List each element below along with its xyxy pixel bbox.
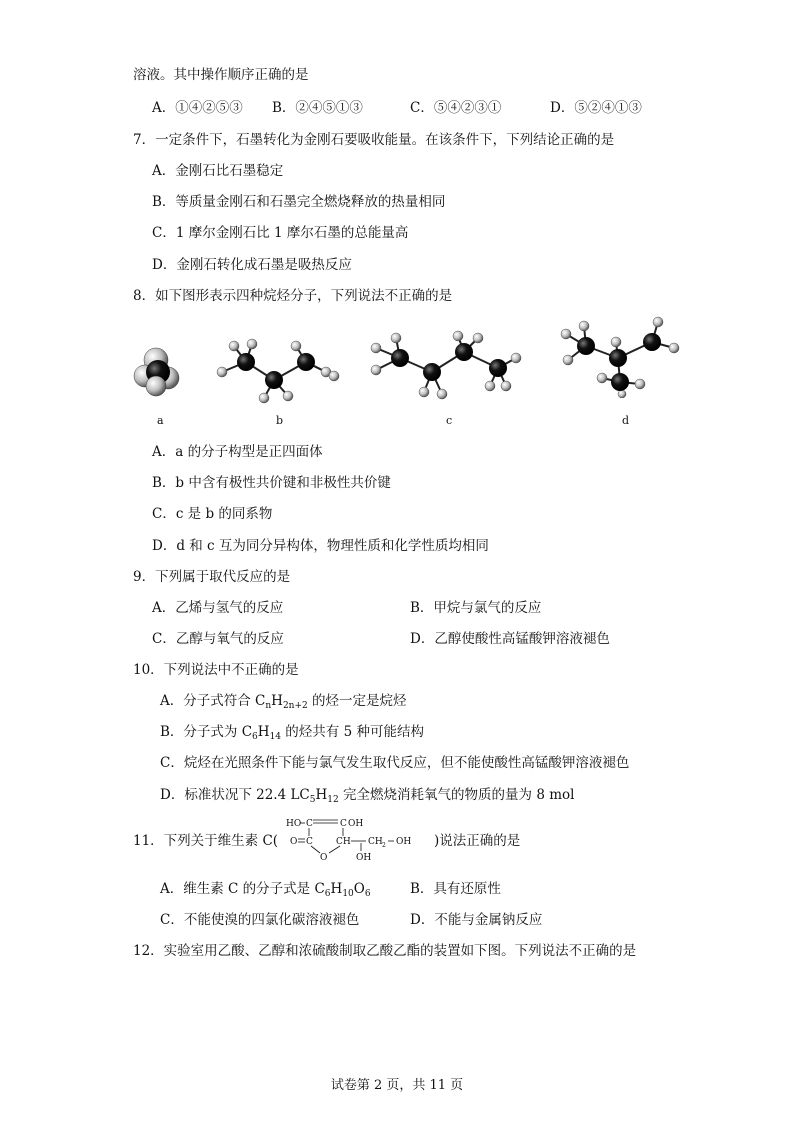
q6-option-c: C．⑤④②③① bbox=[410, 100, 502, 116]
q9-option-b: B．甲烷与氯气的反应 bbox=[410, 600, 542, 616]
q11-option-d: D．不能与金属钠反应 bbox=[410, 912, 543, 928]
q6-option-d: D．⑤②④①③ bbox=[550, 100, 642, 116]
q8-option-c: C．c 是 b 的同系物 bbox=[152, 506, 273, 522]
q10-option-b: B．分子式为 $C_6H_{14}$ 的烃共有 5 种可能结构 bbox=[160, 724, 424, 742]
page-footer: 试卷第 2 页，共 11 页 bbox=[330, 1078, 464, 1093]
q9-option-d: D．乙醇使酸性高锰酸钾溶液褪色 bbox=[410, 631, 610, 647]
svg-text:C: C bbox=[306, 837, 313, 847]
q6-stem-tail: 溶液。其中操作顺序正确的是 bbox=[133, 67, 309, 83]
q8-option-b: B．b 中含有极性共价键和非极性共价键 bbox=[152, 475, 391, 491]
q6-option-b: B．②④⑤①③ bbox=[272, 100, 363, 116]
q7-option-b: B．等质量金刚石和石墨完全燃烧释放的热量相同 bbox=[152, 194, 446, 210]
q8-option-d: D．d 和 c 互为同分异构体，物理性质和化学性质均相同 bbox=[152, 538, 489, 554]
q11-option-c: C．不能使溴的四氯化碳溶液褪色 bbox=[160, 912, 360, 928]
q7-option-d: D．金刚石转化成石墨是吸热反应 bbox=[152, 257, 352, 273]
q10-stem: 10．下列说法中不正确的是 bbox=[133, 662, 299, 678]
q10-option-a: A．分子式符合 $C_nH_{2n+2}$ 的烃一定是烷烃 bbox=[160, 693, 407, 711]
molecule-a-image bbox=[130, 342, 190, 398]
svg-text:C: C bbox=[340, 819, 347, 829]
q10-option-c: C．烷烃在光照条件下能与氯气发生取代反应，但不能使酸性高锰酸钾溶液褪色 bbox=[160, 755, 630, 771]
q9-stem: 9．下列属于取代反应的是 bbox=[133, 569, 291, 585]
svg-text:CH: CH bbox=[368, 837, 383, 847]
svg-text:C: C bbox=[306, 819, 313, 829]
vitamin-c-structure bbox=[284, 814, 434, 866]
svg-text:OH: OH bbox=[356, 853, 372, 863]
svg-text:O: O bbox=[290, 837, 298, 847]
svg-text:OH: OH bbox=[396, 837, 412, 847]
q9-option-a: A．乙烯与氢气的反应 bbox=[152, 600, 284, 616]
q11-option-a: A．维生素 C 的分子式是 $C_6H_{10}O_6$ bbox=[160, 881, 371, 899]
q12-stem: 12．实验室用乙酸、乙醇和浓硫酸制取乙酸乙酯的装置如下图。下列说法不正确的是 bbox=[133, 943, 637, 959]
molecule-a-label: a bbox=[157, 414, 164, 427]
svg-text:HO: HO bbox=[286, 819, 302, 829]
svg-text:CH: CH bbox=[336, 837, 351, 847]
q7-option-a: A．金刚石比石墨稳定 bbox=[152, 163, 284, 179]
molecule-c-label: c bbox=[446, 414, 453, 427]
svg-text:OH: OH bbox=[348, 819, 364, 829]
svg-text:2: 2 bbox=[382, 842, 386, 849]
q8-option-a: A．a 的分子构型是正四面体 bbox=[152, 444, 323, 460]
q6-option-a: A．①④②⑤③ bbox=[152, 100, 243, 116]
q11-option-b: B．具有还原性 bbox=[410, 881, 501, 897]
molecule-b-image bbox=[208, 336, 348, 408]
molecule-c-image bbox=[366, 330, 530, 404]
svg-text:O: O bbox=[320, 853, 328, 863]
q11-stem-pre: 11．下列关于维生素 C( bbox=[133, 833, 279, 849]
molecule-b-label: b bbox=[276, 414, 284, 427]
q8-stem: 8．如下图形表示四种烷烃分子，下列说法不正确的是 bbox=[133, 288, 453, 304]
q7-stem: 7．一定条件下，石墨转化为金刚石要吸收能量。在该条件下，下列结论正确的是 bbox=[133, 132, 615, 148]
q10-option-d: D．标准状况下 22.4 $LC_5H_{12}$ 完全燃烧消耗氧气的物质的量为 8 mol bbox=[160, 787, 575, 805]
molecule-d-label: d bbox=[622, 414, 630, 427]
molecule-d-image bbox=[554, 316, 690, 398]
q11-stem-post: )说法正确的是 bbox=[434, 833, 521, 849]
q7-option-c: C．1 摩尔金刚石比 1 摩尔石墨的总能量高 bbox=[152, 225, 409, 241]
q9-option-c: C．乙醇与氧气的反应 bbox=[152, 631, 284, 647]
